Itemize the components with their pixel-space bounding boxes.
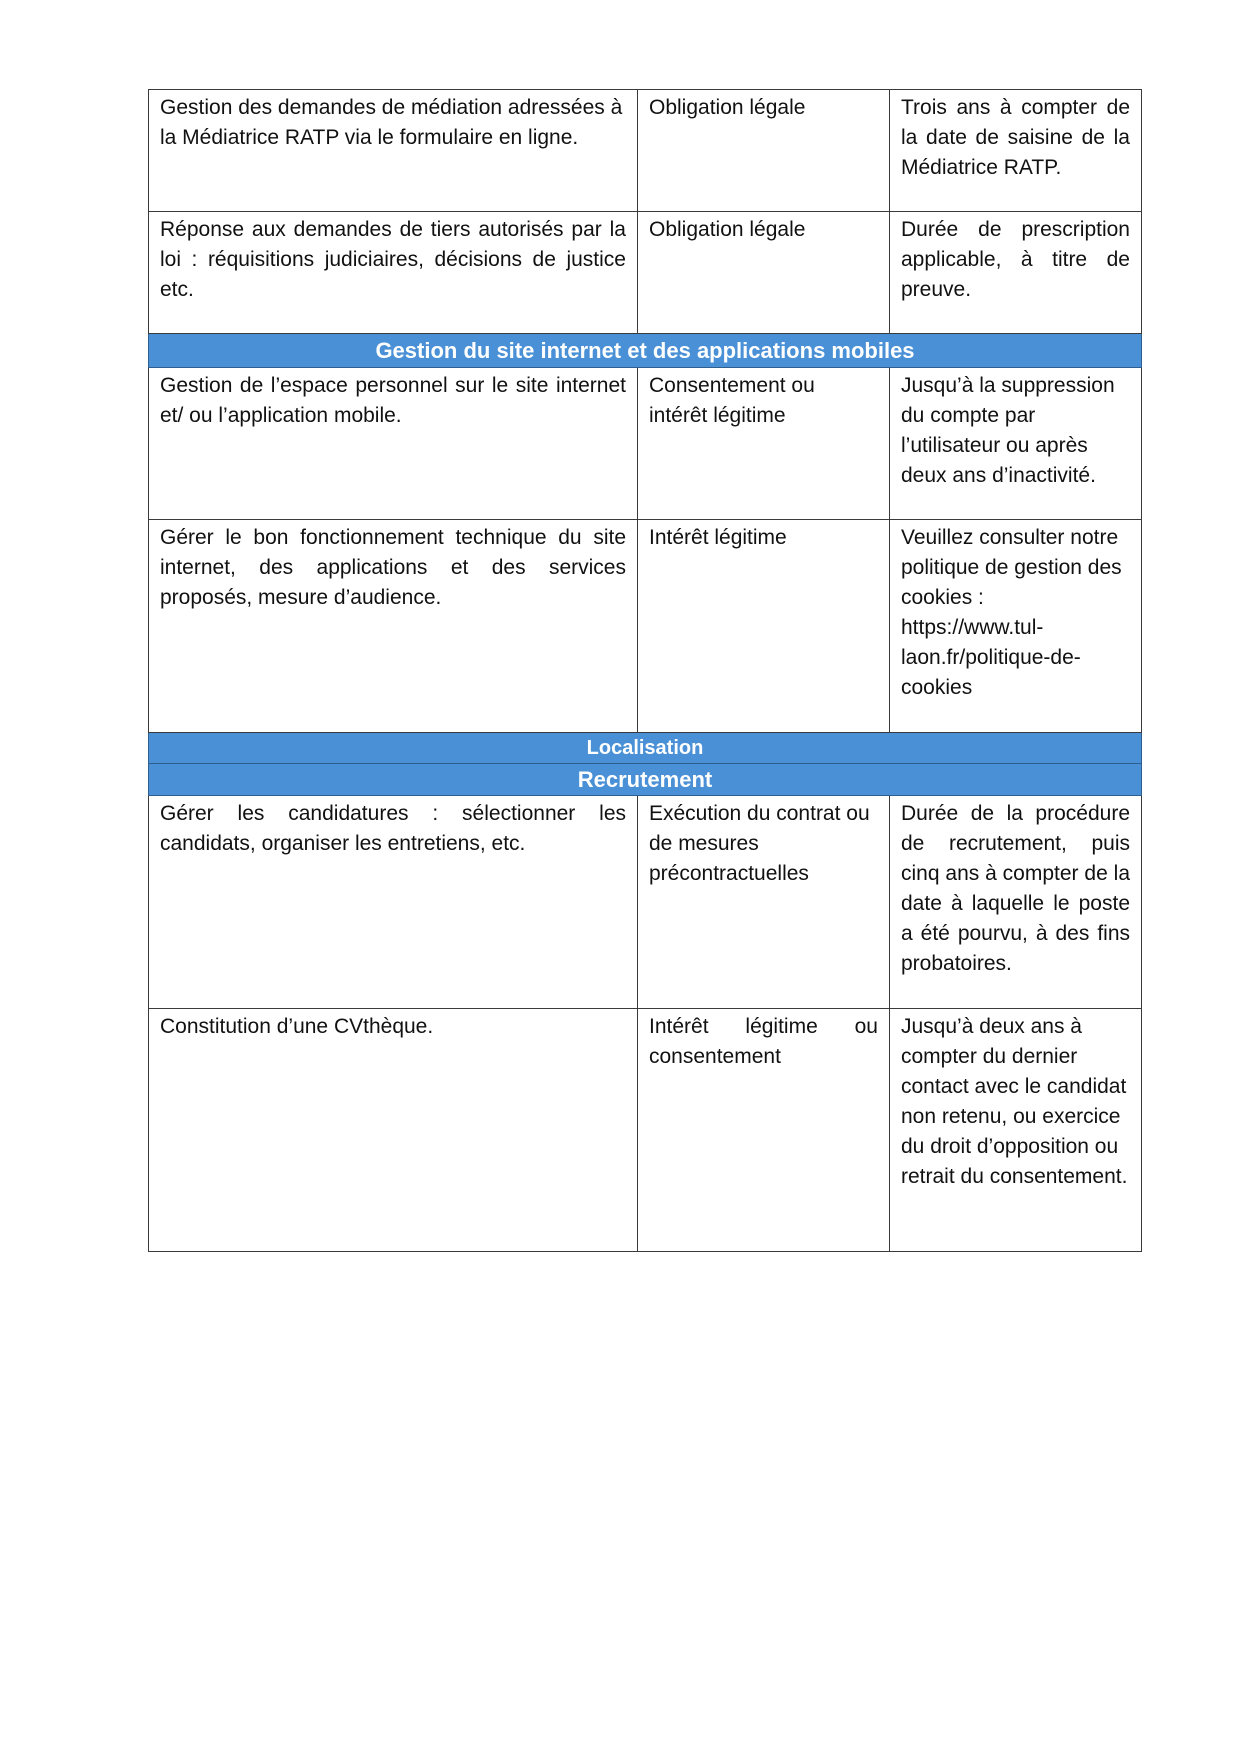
- purpose-cell: Gérer les candidatures : sélectionner les candidats, organiser les entretiens, etc.: [149, 796, 638, 1009]
- section-header-recrutement: Recrutement: [149, 764, 1142, 796]
- purpose-cell: Constitution d’une CVthèque.: [149, 1009, 638, 1252]
- section-header-row: [149, 334, 1142, 368]
- table-row: [149, 368, 1142, 520]
- table-row: [149, 212, 1142, 334]
- retention-cell: Durée de prescription applicable, à titre de preuve.: [890, 212, 1142, 334]
- retention-cell: Jusqu’à deux ans à compter du dernier contact avec le candidat non retenu, ou exercice du droit d’opposition ou retrait du consentement.: [890, 1009, 1142, 1252]
- retention-cell: Veuillez consulter notre politique de gestion des cookies : https://www.tul-laon.fr/politique-de-cookies: [890, 520, 1142, 733]
- legal-basis-cell: Obligation légale: [638, 212, 890, 334]
- legal-basis-cell: Obligation légale: [638, 90, 890, 212]
- retention-cell: Durée de la procédure de recrutement, puis cinq ans à compter de la date à laquelle le poste a été pourvu, à des fins probatoires.: [890, 796, 1142, 1009]
- table-row: [149, 796, 1142, 1009]
- legal-basis-cell: Intérêt légitime: [638, 520, 890, 733]
- table-row: [149, 1009, 1142, 1252]
- retention-cell: Jusqu’à la suppression du compte par l’utilisateur ou après deux ans d’inactivité.: [890, 368, 1142, 520]
- purpose-cell: Gestion de l’espace personnel sur le site internet et/ ou l’application mobile.: [149, 368, 638, 520]
- legal-basis-cell: Consentement ou intérêt légitime: [638, 368, 890, 520]
- data-processing-table: [148, 89, 1142, 1252]
- legal-basis-cell: Intérêt légitime ou consentement: [638, 1009, 890, 1252]
- section-header-row: [149, 764, 1142, 796]
- table-row: [149, 90, 1142, 212]
- table-row: [149, 520, 1142, 733]
- section-header-localisation: Localisation: [149, 733, 1142, 764]
- legal-basis-cell: Exécution du contrat ou de mesures précontractuelles: [638, 796, 890, 1009]
- purpose-cell: Gérer le bon fonctionnement technique du site internet, des applications et des services proposés, mesure d’audience.: [149, 520, 638, 733]
- section-header-row: [149, 733, 1142, 764]
- retention-cell: Trois ans à compter de la date de saisine de la Médiatrice RATP.: [890, 90, 1142, 212]
- purpose-cell: Réponse aux demandes de tiers autorisés par la loi : réquisitions judiciaires, décisions de justice etc.: [149, 212, 638, 334]
- purpose-cell: Gestion des demandes de médiation adressées à la Médiatrice RATP via le formulaire en ligne.: [149, 90, 638, 212]
- section-header-web: Gestion du site internet et des applications mobiles: [149, 334, 1142, 368]
